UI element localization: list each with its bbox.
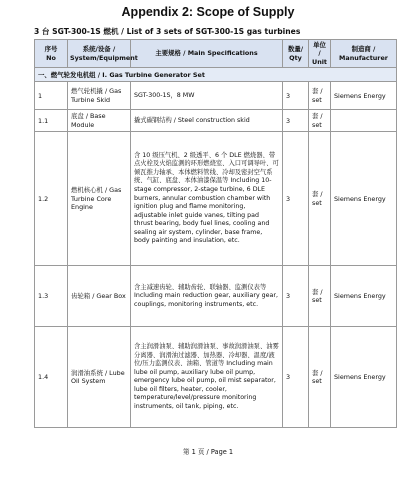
cell-spec: SGT-300-1S，8 MW	[131, 82, 283, 110]
header-manufacturer: 制造商 / Manufacturer	[331, 40, 397, 68]
section-row	[35, 68, 397, 82]
table-row	[35, 266, 397, 327]
cell-manufacturer: Siemens Energy	[331, 266, 397, 327]
cell-no: 1.2	[35, 132, 68, 266]
cell-system: 底盘 / Base Module	[68, 110, 131, 132]
cell-no: 1	[35, 82, 68, 110]
cell-system: 润滑油系统 / Lube Oil System	[68, 327, 131, 428]
cell-no: 1.4	[35, 327, 68, 428]
table-row	[35, 327, 397, 428]
cell-qty: 3	[283, 327, 309, 428]
table-row	[35, 110, 397, 132]
section-title: 一、燃气轮发电机组 / I. Gas Turbine Generator Set	[35, 68, 397, 82]
cell-unit: 套 / set	[309, 266, 331, 327]
cell-spec: 撬式碳钢结构 / Steel construction skid	[131, 110, 283, 132]
cell-qty: 3	[283, 132, 309, 266]
page-subtitle: 3 台 SGT-300-1S 燃机 / List of 3 sets of SGT-300-1S gas turbines	[34, 27, 301, 36]
cell-manufacturer	[331, 110, 397, 132]
table-row	[35, 82, 397, 110]
scope-of-supply-table	[34, 39, 397, 428]
cell-qty: 3	[283, 266, 309, 327]
cell-unit: 套 / set	[309, 110, 331, 132]
header-qty: 数量/ Qty	[283, 40, 309, 68]
page-footer: 第 1 页 / Page 1	[182, 448, 234, 456]
cell-system: 燃气轮机撬 / Gas Turbine Skid	[68, 82, 131, 110]
header-no: 序号 No	[35, 40, 68, 68]
cell-manufacturer: Siemens Energy	[331, 327, 397, 428]
header-system: 系统/设备 / System/Equipment	[68, 40, 131, 68]
table-row	[35, 132, 397, 266]
cell-no: 1.3	[35, 266, 68, 327]
cell-system: 燃机核心机 / Gas Turbine Core Engine	[68, 132, 131, 266]
cell-manufacturer: Siemens Energy	[331, 132, 397, 266]
cell-unit: 套 / set	[309, 132, 331, 266]
cell-spec: 含主润滑油泵、辅助润滑油泵、事故润滑油泵、油雾分离器、润滑油过滤器、加热器、冷却器、温度/液位/压力监测仪表、油箱、管道等 Including main lube oil pump, auxiliary lube oil pump, emergency lube oil pump, oil mist separator, lube oil filters, heater, cooler, temperature/level/pressure monitoring instruments, oil tank, piping, etc.	[131, 327, 283, 428]
header-unit: 单位 / Unit	[309, 40, 331, 68]
cell-system: 齿轮箱 / Gear Box	[68, 266, 131, 327]
table-header-row	[35, 40, 397, 68]
cell-qty: 3	[283, 110, 309, 132]
cell-unit: 套 / set	[309, 327, 331, 428]
cell-no: 1.1	[35, 110, 68, 132]
cell-spec: 含主减速齿轮、辅助齿轮、联轴器、监测仪表等 Including main reduction gear, auxiliary gear, couplings, monitoring instruments, etc.	[131, 266, 283, 327]
cell-manufacturer: Siemens Energy	[331, 82, 397, 110]
page-title: Appendix 2: Scope of Supply	[121, 5, 295, 19]
cell-spec: 含 10 级压气机、2 级透平、6 个 DLE 燃烧器、带点火栓及火焰监测的环形燃烧室、入口可调导叶、可倾瓦推力轴承、本体燃料管线、冷却及密封空气系统、气缸、底盘、本体油漆保温等 Including 10-stage compressor, 2-stage turbine, 6 DLE burners, annular combustion chamber with ignition plug and flame monitoring, adjustable inlet guide vanes, tilting pad thrust bearing, body fuel lines, cooling and sealing air system, cylinder, base frame, body painting and insulation, etc.	[131, 132, 283, 266]
cell-qty: 3	[283, 82, 309, 110]
header-spec: 主要规格 / Main Specifications	[131, 40, 283, 68]
cell-unit: 套 / set	[309, 82, 331, 110]
